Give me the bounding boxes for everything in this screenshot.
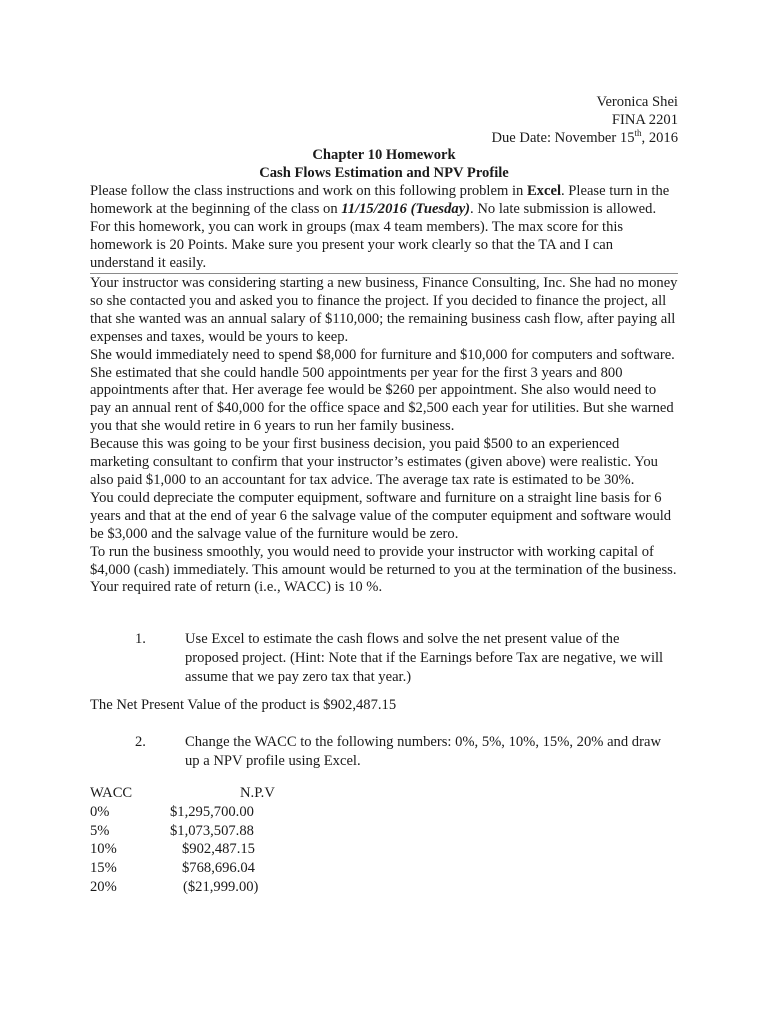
problem-paragraph: Because this was going to be your first business decision, you paid $500 to an experienced marketing consultant to confirm that your instructor’s estimates (given above) were realistic. You also paid $1,000 to an accountant for tax advice. The average tax rate is estimated to be 30%. bbox=[90, 436, 658, 488]
due-date-superscript: th bbox=[634, 127, 642, 138]
problem-paragraph: You could depreciate the computer equipment, software and furniture on a straight line basis for 6 years and that at the end of year 6 the salvage value of the computer equipment and software would be $3,000 and the salvage value of the furniture would be zero. bbox=[90, 489, 672, 542]
section-divider bbox=[90, 273, 678, 274]
npv-cell: $768,696.04 bbox=[182, 860, 255, 877]
intro-text-1: Please follow the class instructions and work on this following problem in bbox=[90, 183, 527, 199]
problem-paragraph: She would immediately need to spend $8,000 for furniture and $10,000 for computers and software. She estimated that she could handle 500 appointments per year for the first 3 years and 800 appointments after that. Her average fee would be $260 per appointment. She also would need to pay an annual rent of $40,000 for the office space and $2,500 each year for utilities. But she warned you that she would retire in 6 years to run her family business. bbox=[90, 346, 675, 435]
problem-statement bbox=[90, 275, 678, 597]
table-header-row bbox=[90, 784, 410, 803]
column-header-npv: N.P.V bbox=[240, 785, 275, 801]
table-row bbox=[90, 840, 410, 859]
course-code: FINA 2201 bbox=[611, 111, 678, 128]
npv-cell: $1,073,507.88 bbox=[170, 822, 254, 839]
question-1 bbox=[135, 630, 675, 686]
npv-cell: ($21,999.00) bbox=[183, 878, 259, 895]
table-row bbox=[90, 822, 410, 841]
wacc-cell: 10% bbox=[90, 841, 117, 858]
intro-excel: Excel bbox=[526, 183, 561, 199]
table-row bbox=[90, 878, 410, 897]
table-row bbox=[90, 803, 410, 822]
due-date-year: , 2016 bbox=[641, 129, 678, 146]
question-number: 2. bbox=[135, 734, 146, 750]
column-header-wacc: WACC bbox=[90, 785, 133, 801]
npv-cell: $902,487.15 bbox=[182, 841, 255, 858]
question-text: Use Excel to estimate the cash flows and solve the net present value of the proposed project. (Hint: Note that if the Earnings before Tax are negative, we will assume that we pay zero tax that year.) bbox=[185, 631, 664, 685]
question-2 bbox=[135, 733, 675, 771]
student-name: Veronica Shei bbox=[596, 94, 678, 110]
question-number: 1. bbox=[135, 631, 146, 647]
problem-paragraph: To run the business smoothly, you would need to provide your instructor with working capital of $4,000 (cash) immediately. This amount would be returned to you at the termination of the business. bbox=[90, 543, 677, 578]
problem-paragraph: Your instructor was considering starting a new business, Finance Consulting, Inc. She had no money so she contacted you and asked you to finance the project. If you decided to finance the project, all that she wanted was an annual salary of $110,000; the remaining business cash flow, after paying all expenses and taxes, would be yours to keep. bbox=[90, 275, 678, 345]
wacc-cell: 5% bbox=[90, 822, 110, 839]
assignment-subtitle: Cash Flows Estimation and NPV Profile bbox=[259, 164, 509, 181]
intro-due-date: 11/15/2016 (Tuesday) bbox=[341, 200, 471, 217]
intro-text-3: . No late submission is allowed. For this homework, you can work in groups (max 4 team members). The max score for this homework is 20 Points. Make sure you present your work clearly so that the TA and I can understand it easily. bbox=[90, 200, 657, 271]
question-text: Change the WACC to the following numbers: 0%, 5%, 10%, 15%, 20% and draw up a NPV profile using Excel. bbox=[185, 734, 661, 769]
instructions-paragraph bbox=[90, 183, 678, 273]
problem-paragraph: Your required rate of return (i.e., WACC) is 10 %. bbox=[90, 579, 383, 596]
document-titles bbox=[90, 147, 678, 183]
intro-text-2: . Please turn in the homework at the beginning of the class on bbox=[90, 183, 670, 217]
due-date bbox=[491, 127, 678, 148]
npv-profile-table bbox=[90, 784, 410, 897]
table-row bbox=[90, 859, 410, 878]
wacc-cell: 15% bbox=[90, 860, 117, 877]
wacc-cell: 0% bbox=[90, 803, 110, 820]
due-date-text: Due Date: November 15 bbox=[491, 129, 635, 146]
npv-answer: The Net Present Value of the product is $902,487.15 bbox=[90, 697, 397, 713]
npv-cell: $1,295,700.00 bbox=[170, 803, 254, 820]
student-header bbox=[491, 94, 678, 147]
chapter-title: Chapter 10 Homework bbox=[312, 147, 456, 163]
wacc-cell: 20% bbox=[90, 878, 117, 895]
